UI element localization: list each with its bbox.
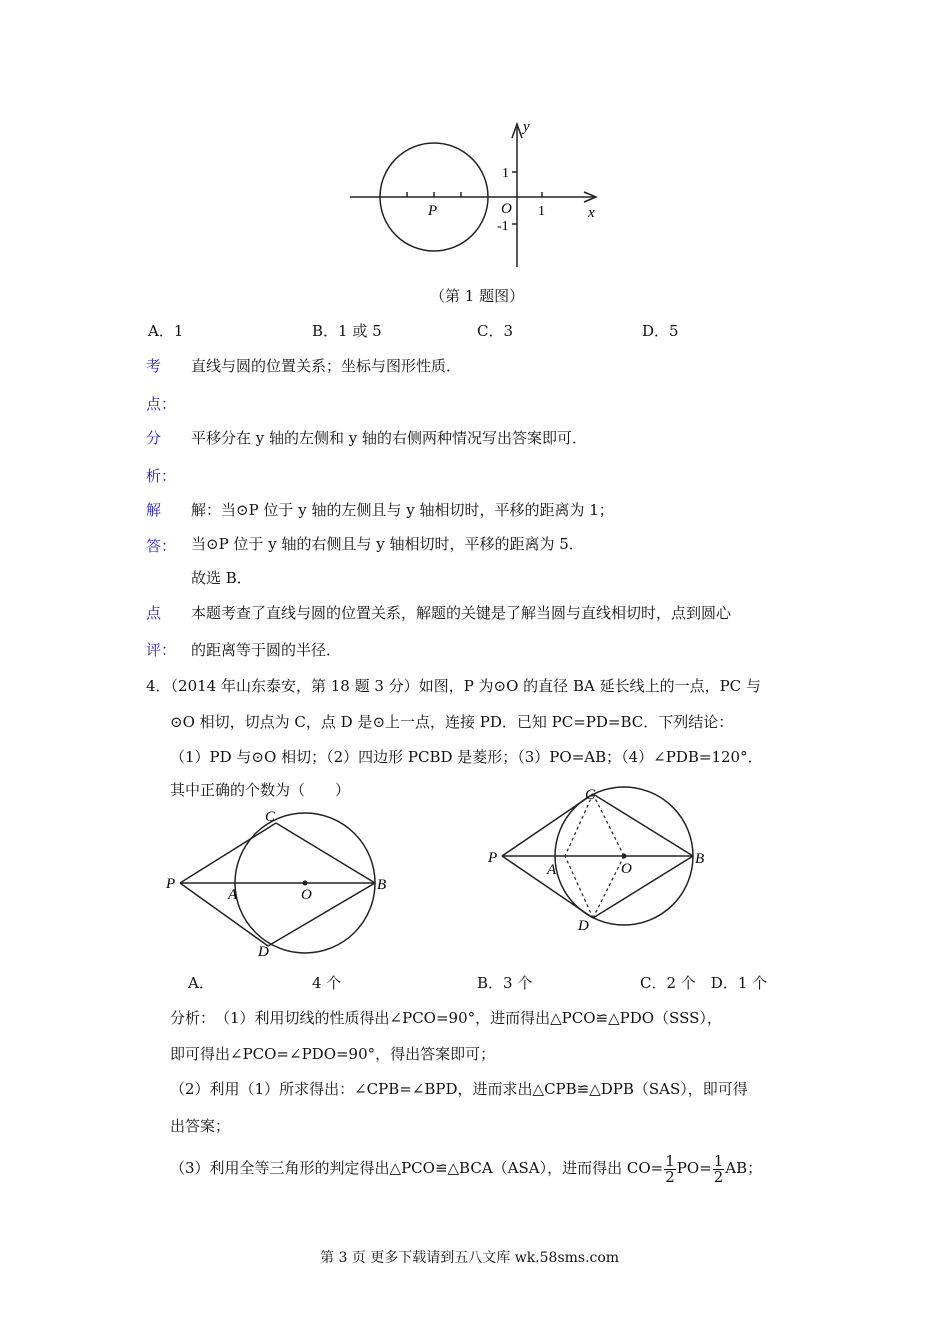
- q3-option-b: B．1 或 5: [312, 322, 382, 340]
- fig1-label-p: P: [428, 203, 438, 219]
- fenxi-text: 平移分在 y 轴的左侧和 y 轴的右侧两种情况写出答案即可．: [191, 429, 588, 447]
- jieda-line-2: 当⊙P 位于 y 轴的右侧且与 y 轴相切时，平移的距离为 5．: [191, 535, 584, 553]
- fig4l-label-a: A: [228, 887, 238, 903]
- q4-analysis3-prefix: （3）利用全等三角形的判定得出△PCO≌△BCA（ASA），进而得出 CO=: [170, 1159, 664, 1177]
- fig1-label-neg-one: -1: [497, 219, 509, 234]
- fraction-den: 2: [713, 1167, 724, 1186]
- q3-option-a: A．1: [148, 322, 184, 340]
- kaodian-text: 直线与圆的位置关系；坐标与图形性质．: [191, 357, 462, 375]
- figure-1-circle-axes: [340, 115, 610, 275]
- q4-analysis-line-2: 即可得出∠PCO=∠PDO=90°，得出答案即可；: [170, 1045, 496, 1063]
- page-footer: 第 3 页 更多下载请到五八文库 wk.58sms.com: [320, 1250, 620, 1266]
- dianping-line-2: 的距离等于圆的半径．: [191, 641, 342, 659]
- q4-stem-line-3: （1）PD 与⊙O 相切；（2）四边形 PCBD 是菱形；（3）PO=AB；（4）∠PDB=120°．: [170, 748, 763, 766]
- fig1-label-one-x: 1: [538, 204, 545, 219]
- kaodian-label-1: 考: [146, 357, 162, 375]
- fraction-half-2: [713, 1151, 725, 1186]
- fig4r-label-d: D: [578, 918, 589, 934]
- dianping-label-1: 点: [146, 604, 162, 622]
- fraction-den: 2: [665, 1167, 675, 1186]
- q4-option-b: B．3 个: [477, 974, 533, 992]
- q4-option-a-value: 4 个: [312, 974, 342, 992]
- q4-analysis-line-4: 出答案；: [170, 1117, 231, 1135]
- fig4r-label-b: B: [695, 851, 705, 867]
- fenxi-label-2: 析：: [146, 467, 177, 485]
- jieda-line-3: 故选 B．: [191, 569, 252, 587]
- q4-stem-line-2: ⊙O 相切，切点为 C，点 D 是⊙上一点，连接 PD．已知 PC=PD=BC．下列结论：: [170, 713, 734, 731]
- fig1-label-x: x: [588, 205, 595, 221]
- q4-analysis-line-3: （2）利用（1）所求得出：∠CPB=∠BPD，进而求出△CPB≌△DPB（SAS），即可得: [170, 1080, 748, 1098]
- q4-stem-line-1: 4．（2014 年山东泰安，第 18 题 3 分）如图，P 为⊙O 的直径 BA 延长线上的一点，PC 与: [146, 677, 761, 695]
- fig4l-label-c: C: [265, 809, 276, 825]
- jieda-label-1: 解: [146, 501, 162, 519]
- fig4r-label-o: O: [621, 861, 632, 877]
- figure-4-left: [160, 806, 400, 966]
- dianping-line-1: 本题考查了直线与圆的位置关系，解题的关键是了解当圆与直线相切时，点到圆心: [191, 604, 732, 622]
- q4-option-a-letter: A．: [188, 974, 214, 992]
- fig4r-label-c: C: [585, 787, 596, 803]
- fig1-label-o: O: [501, 201, 512, 217]
- fig1-label-one-y: 1: [502, 166, 509, 181]
- q4-analysis-line-1: 分析： （1）利用切线的性质得出∠PCO=90°，进而得出△PCO≌△PDO（SSS），: [170, 1009, 722, 1027]
- q4-stem-line-4: 其中正确的个数为（ ）: [170, 781, 351, 799]
- fig4l-label-o: O: [301, 887, 312, 903]
- q3-option-c: C．3: [477, 322, 514, 340]
- fig4l-label-p: P: [166, 876, 176, 892]
- q4-analysis3-suffix: AB；: [725, 1159, 763, 1177]
- q4-option-cd: C．2 个 D．1 个: [640, 974, 768, 992]
- jieda-label-2: 答：: [146, 537, 177, 555]
- q3-option-d: D．5: [642, 322, 679, 340]
- fraction-num: 1: [713, 1151, 724, 1170]
- fraction-num: 1: [665, 1151, 675, 1170]
- jieda-line-1: 解：当⊙P 位于 y 轴的左侧且与 y 轴相切时，平移的距离为 1；: [191, 501, 614, 519]
- dianping-label-2: 评：: [146, 641, 177, 659]
- fig4l-label-d: D: [258, 944, 269, 960]
- fig4l-label-b: B: [377, 877, 387, 893]
- figure-4-right: [480, 782, 720, 942]
- fig1-label-y: y: [523, 119, 530, 135]
- fraction-half-1: [664, 1151, 676, 1186]
- fig4r-label-p: P: [488, 850, 498, 866]
- kaodian-label-2: 点：: [146, 395, 177, 413]
- figure-1-caption: （第 1 题图）: [430, 287, 525, 305]
- q4-analysis3-mid: PO=: [676, 1159, 712, 1177]
- q4-analysis-line-5: [170, 1150, 762, 1186]
- fig4r-label-a: A: [547, 862, 557, 878]
- fenxi-label-1: 分: [146, 429, 162, 447]
